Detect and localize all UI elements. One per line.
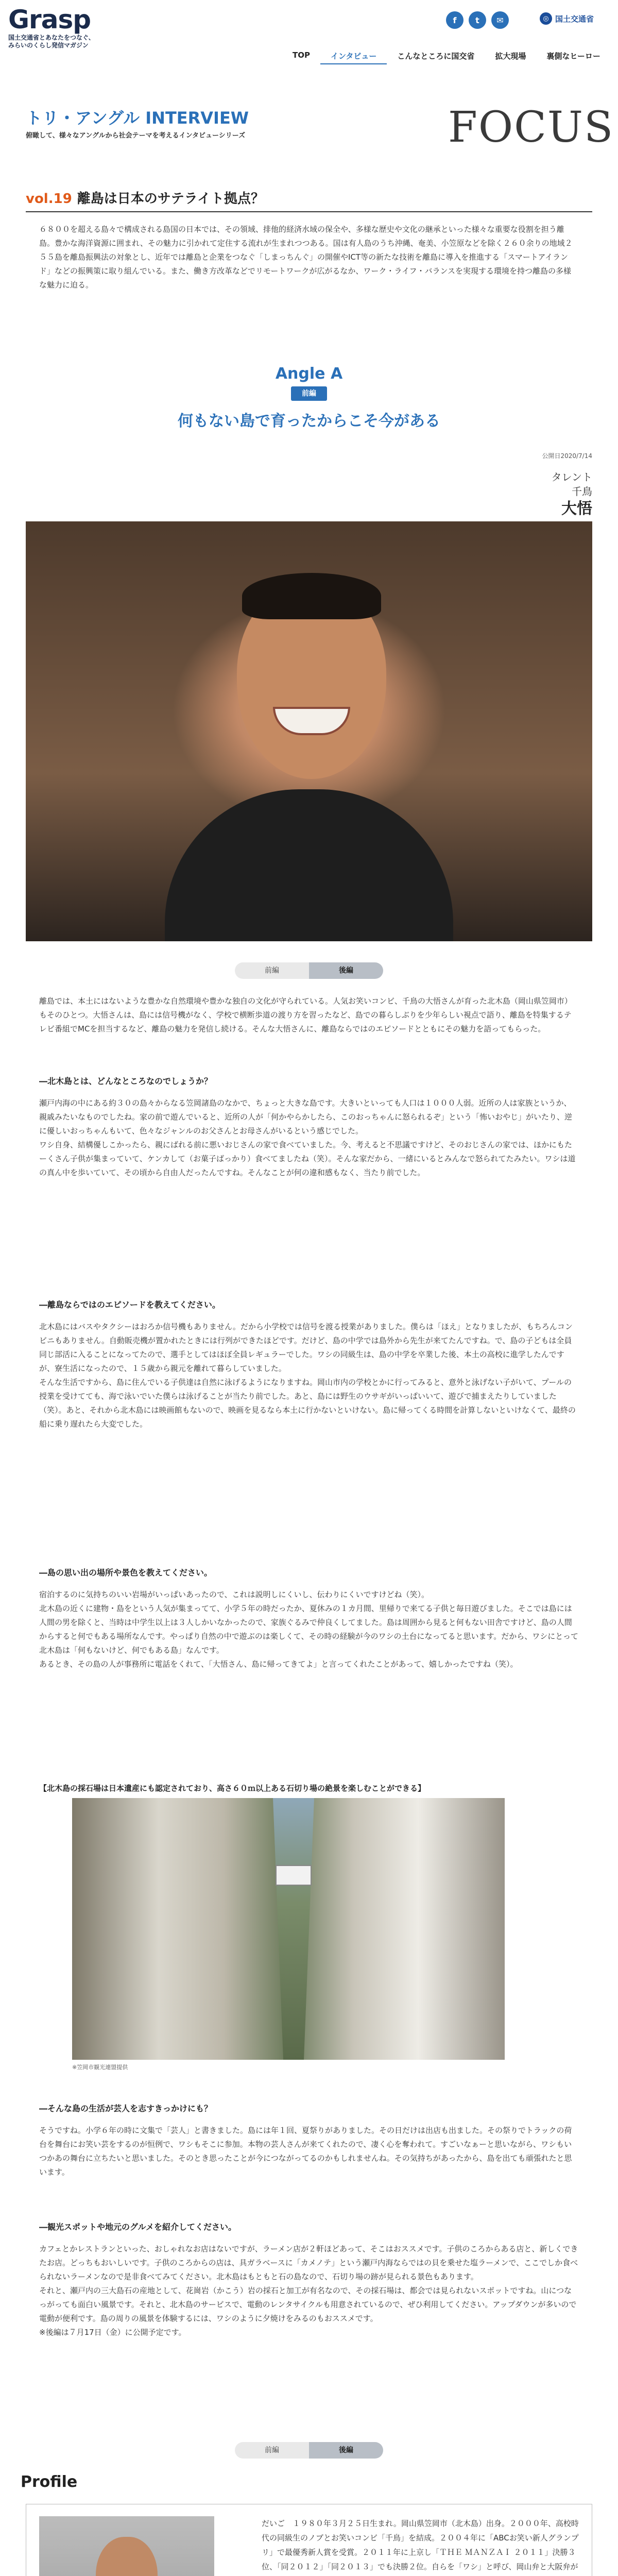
- series-subtitle: 俯瞰して、様々なアングルから社会テーマを考えるインタビューシリーズ: [26, 132, 246, 140]
- logo-tagline-1: 国土交通省とあなたをつなぐ、: [8, 34, 95, 41]
- main-nav: [282, 50, 611, 64]
- question-1: ―北木島とは、どんなところなのでしょうか？: [39, 1076, 213, 1086]
- question-5: ―観光スポットや地元のグルメを紹介してください。: [39, 2222, 237, 2232]
- answer-5: カフェとかレストランといった、おしゃれなお店はないですが、ラーメン店が２軒ほどあって、そこはおススメです。子供のころからある店と、新しくできたお店。どっちもおいしいです。子供のころからの店は、具ガラベースに「カメノテ」という瀬戸内海ならではの貝を乗せた塩ラーメンで、ここでしか食べられないラーメンなので是非食べてみてください。北木島はもともと石の島なので、石切り場の跡が見られる景色もあります。 それと、瀬戸内の三大島石の産地として、花崗岩（かこう）岩の採石と加工が有名なので、その採石場は、都会では見られないスポットですね。山につなっがっても面白い風景です。それと、北木島のサービスで、電動のレンタサイクルも用意されているので、ぜひ利用してください。アップダウンが多いので電動が便利です。島の周りの風景を体験するには、ワシのように夕焼けをみるのもおススメです。 ※後編は７月17日（金）に公開予定です。: [39, 2244, 578, 2337]
- profile-heading: Profile: [21, 2473, 78, 2491]
- answer-4: そうですね。小学６年の時に文集で「芸人」と書きました。島には年１回、夏祭りがありました。その日だけは出店も出ました。その祭りでトラックの荷台を舞台にお笑い芸をするのが恒例で、ワシもそこに参加。本物の芸人さんが来てくれたので、凄く心を奪われて。すごいなぁーと思いながら、ワシもいつかあの舞台に立ちたいと思いました。そのとき思ったことが今につながってるのかもしれませんね。その気持ちがあったから、島を出ても頑張れたと思います。: [39, 2126, 572, 2177]
- question-2: ―離島ならではのエピソードを教えてください。: [39, 1300, 220, 1310]
- nav-interview[interactable]: インタビュー: [320, 50, 387, 64]
- logo-tagline-2: みらいのくらし発信マガジン: [8, 42, 89, 49]
- site-logo[interactable]: [8, 5, 132, 49]
- focus-wordmark: FOCUS: [448, 103, 614, 152]
- profile-text: だいご １９８０年３月２５日生まれ。岡山県笠岡市（北木島）出身。２０００年、高校時代の同級生のノブとお笑いコンビ「千鳥」を結成。２００４年に「ABCお笑い新人グランプリ」で最優秀新人賞を受賞。２０１１年に上京し「ＴＨＥ ＭＡＮＺＡＩ ２０１１」決勝３位、「同２０１２」「同２０１３」でも決勝２位。自らを「ワシ」と呼び、岡山弁と大阪弁が: [262, 2519, 579, 2571]
- answer-1: 瀬戸内海の中にある約３０の島々からなる笠岡諸島のなかで、ちょっと大きな島です。大きいといっても人口は１０００人弱。近所の人は家族というか、親戚みたいなものでしたね。家の前で遊んでいると、近所の人が「何かやらかしたら、このおっちゃんに怒られるぞ」という「怖いおやじ」がいたり、逆に優しいおっちゃんもいて、色々なジャンルのお父さんとお母さんがいるという感じでした。 ワシ自身、結構優しこかったら、親にばれる前に悪いおじさんの家で食べていました。今、考えると不思議ですけど、そのおじさんの家では、ほかにもたーくさん子供が集まっていて、ケンカして（お菓子ばっかり）食べてましたね（笑）。そんな家だから、一緒にいるとみんなで怒られてたみたい。ワシは道の真ん中を歩いていて、その頃から自由人だったんですね。そんなことが何の違和感もなく、当たり前でした。: [39, 1098, 576, 1177]
- tab-first-part-bottom[interactable]: 前編: [235, 2442, 309, 2459]
- quarry-building: [276, 1865, 312, 1886]
- photo-credit: ※笠岡市観光連盟提供: [72, 2064, 128, 2071]
- person-role-1: タレント: [551, 471, 592, 483]
- volume-number: vol.19: [26, 191, 72, 207]
- mlit-link[interactable]: [540, 12, 594, 25]
- intro-paragraph: ６８００を超える島々で構成される島国の日本では、その領域、排他的経済水域の保全や、多様な歴史や文化の継承といった様々な重要な役割を担う離島。豊かな海洋資源に囲まれ、その魅力に引かれて定住する流れが生まれつつある。国は有人島のうち沖縄、奄美、小笠原などを除く２６０余りの地域２５５島を離島振興法の対象とし、近年では離島と企業をつなぐ「しまっちんぐ」の開催やICT等の新たな技術を離島に導入を推進する「スマートアイランド」などの振興策に取り組んでいる。また、働き方改革などでリモートワークが広がるなか、ワーク・ライフ・バランスを実現する環境を持つ離島の多様な魅力に迫る。: [39, 225, 573, 290]
- tab-first-part[interactable]: 前編: [235, 962, 309, 979]
- twitter-icon[interactable]: t: [469, 11, 486, 29]
- question-4: ―そんな島の生活が芸人を志すきっかけにも？: [39, 2104, 213, 2113]
- photo-caption: 【北木島の採石場は日本遺産にも認定されており、高さ６０ｍ以上ある石切り場の絶景を楽しむことができる】: [39, 1784, 426, 1793]
- nav-mlit-here[interactable]: こんなところに国交省: [397, 52, 475, 61]
- nav-hero[interactable]: 裏側なヒーロー: [546, 52, 600, 61]
- page-tabs-top: [235, 962, 383, 979]
- person-name: 大悟: [561, 500, 592, 518]
- volume-title: 離島は日本のサテライト拠点？: [77, 191, 265, 207]
- mlit-logo-icon: ◎: [540, 12, 552, 25]
- angle-a-mark: Angle A: [275, 365, 343, 383]
- tab-second-part-bottom[interactable]: 後編: [309, 2442, 383, 2459]
- lead-paragraph: 離島では、本土にはないような豊かな自然環境や豊かな独自の文化が守られている。人気お笑いコンビ、千鳥の大悟さんが育った北木島（岡山県笠岡市）もそのひとつ。大悟さんは、島には信号機がなく、学校で横断歩道の渡り方を習ったなど、島での暮らしぶりを少年らしい視点で語り、離島を特集するテレビ番組でMCを担当するなど、離島の魅力を発信し続ける。そんな大悟さんに、離島ならではのエピソードとともにその魅力を語ってもらった。: [39, 996, 572, 1033]
- series-title: トリ・アングル INTERVIEW: [26, 108, 249, 128]
- quarry-gap: [242, 1798, 345, 2060]
- hero-photo: [26, 521, 592, 941]
- publish-date: 公開日2020/7/14: [542, 452, 592, 460]
- person-role-2: 千鳥: [572, 485, 592, 498]
- site-header: [0, 0, 618, 77]
- question-3: ―島の思い出の場所や景色を教えてください。: [39, 1568, 213, 1578]
- angle-heading: [0, 364, 618, 431]
- profile-photo-face: [96, 2537, 158, 2576]
- volume-heading: [26, 188, 592, 212]
- mlit-label: 国土交通省: [555, 14, 594, 24]
- series-banner: [0, 98, 618, 180]
- mail-icon[interactable]: ✉: [491, 11, 509, 29]
- logo-wordmark: Grasp: [8, 5, 91, 35]
- part-badge: 前編: [291, 386, 327, 401]
- article-title: 何もない島で育ったからこそ今がある: [178, 412, 440, 430]
- facebook-icon[interactable]: f: [446, 11, 464, 29]
- page-tabs-bottom: [235, 2442, 383, 2459]
- nav-site[interactable]: 拡⼤現場: [495, 52, 526, 61]
- person-tag: [552, 470, 593, 519]
- tab-second-part[interactable]: 後編: [309, 962, 383, 979]
- answer-3: 宿泊するのに気持ちのいい岩場がいっぱいあったので、これは説明しにくいし、伝わりにくいですけどね（笑）。 北木島の近くに建物・島をという人気が集まってて、小学５年の時だったか、夏休みの１カ月間、里帰りで来てる子供と毎日遊びました。そこでは島には人間の男を除くと、当時は中学生以上は３人しかいなかったので、家族ぐるみで仲良くしてました。島は周囲から見ると何もない田舎ですけど、島の人間からすると何でもある場所なんです。やっぱり自然の中で遊ぶのは楽しくて、その時の経験が今のワシの土台になってると思います。だから、ワシにとって北木島は「何もないけど、何でもある島」なんです。 あるとき、その島の人が事務所に電話をくれて、「大悟さん、島に帰ってきてよ」と言ってくれたことがあって、嬉しかったですね（笑）。: [39, 1590, 579, 1669]
- nav-top[interactable]: TOP: [293, 50, 310, 60]
- quarry-photo: [72, 1798, 505, 2060]
- social-links: [446, 11, 509, 29]
- hero-hair: [242, 573, 381, 619]
- answer-2: 北木島にはバスやタクシーはおろか信号機もありません。だから小学校では信号を渡る授業がありました。僕らは「ほえ」となりましたが、もちろんコンビニもありません。自動販売機が置かれたときには行列ができたほどです。だけど、島の中学では島外から先生が来てたんですね。で、島の子どもは全員同じ部活に入ることになってたので、選手としてはほぼ全員レギュラーでした。ワシの同級生は、島の中学を卒業した後、本土の高校に進学したんですが、寮生活になったので、１５歳から親元を離れて暮らしていました。 そんな生活ですから、島に住んでいる子供達は自然に泳げるようになりますね。岡山市内の学校とかに行ってみると、意外と泳げない子がいて、プールの授業を受けてても、海で泳いでいた僕らは泳げることが当たり前でした。あと、島には野生のウサギがいっぱいいて、遊びで捕まえたりしていました（笑）。あと、それから北木島には映画館もないので、映画を見るなら本土に行かないといけない。島に帰ってくる時間を計算しないといけなくて、最終の船に乗り遅れたら大変でした。: [39, 1322, 576, 1429]
- profile-photo: [39, 2516, 214, 2576]
